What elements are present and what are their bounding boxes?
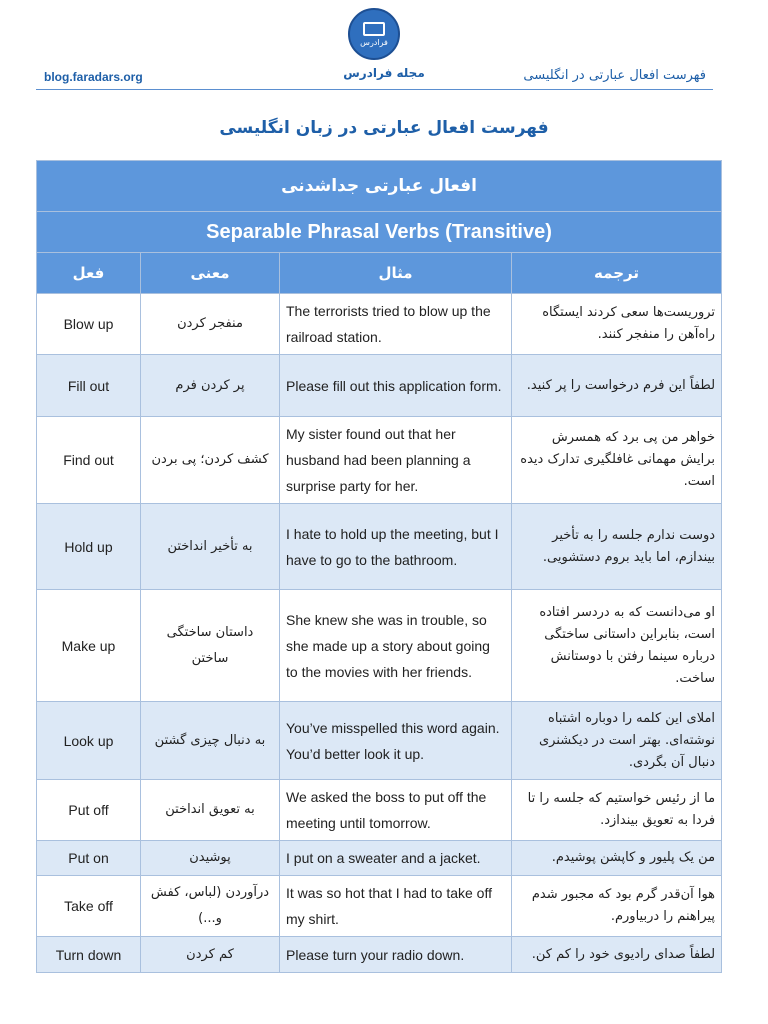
- example-cell: Please turn your radio down.: [280, 937, 512, 973]
- translation-cell: ما از رئیس خواستیم که جلسه را تا فردا به تعویق بیندازد.: [512, 780, 722, 841]
- verb-cell: Turn down: [37, 937, 141, 973]
- faradars-logo: [348, 8, 400, 60]
- meaning-cell: داستان ساختگی ساختن: [141, 590, 280, 702]
- header-doc-title: فهرست افعال عبارتی در انگلیسی: [523, 68, 706, 83]
- table-row: [37, 294, 722, 355]
- meaning-cell: پر کردن فرم: [141, 355, 280, 417]
- verb-cell: Take off: [37, 876, 141, 937]
- example-cell: She knew she was in trouble, so she made up a story about going to the movies with her friends.: [280, 590, 512, 702]
- example-cell: You’ve misspelled this word again. You’d better look it up.: [280, 702, 512, 780]
- page-title: فهرست افعال عبارتی در زبان انگلیسی: [219, 118, 549, 138]
- example-cell: I hate to hold up the meeting, but I have to go to the bathroom.: [280, 504, 512, 590]
- translation-cell: املای این کلمه را دوباره اشتباه نوشته‌ای. بهتر است در دیکشنری دنبال آن بگردی.: [512, 702, 722, 780]
- verb-cell: Hold up: [37, 504, 141, 590]
- table-row: [37, 504, 722, 590]
- header-divider: [36, 89, 713, 90]
- header-translation: ترجمه: [512, 253, 722, 294]
- example-cell: We asked the boss to put off the meeting until tomorrow.: [280, 780, 512, 841]
- translation-cell: لطفاً این فرم درخواست را پر کنید.: [512, 355, 722, 417]
- meaning-cell: پوشیدن: [141, 841, 280, 876]
- translation-cell: او می‌دانست که به دردسر افتاده است، بنابراین داستانی ساختگی درباره سینما رفتن با دوستانش ساخت.: [512, 590, 722, 702]
- verb-cell: Find out: [37, 417, 141, 504]
- table-header-row: [37, 253, 722, 294]
- meaning-cell: منفجر کردن: [141, 294, 280, 355]
- meaning-cell: به تأخیر انداختن: [141, 504, 280, 590]
- table-row: [37, 590, 722, 702]
- meaning-cell: کم کردن: [141, 937, 280, 973]
- meaning-cell: کشف کردن؛ پی بردن: [141, 417, 280, 504]
- verb-cell: Blow up: [37, 294, 141, 355]
- example-cell: I put on a sweater and a jacket.: [280, 841, 512, 876]
- example-cell: My sister found out that her husband had been planning a surprise party for her.: [280, 417, 512, 504]
- translation-cell: خواهر من پی برد که همسرش برایش مهمانی غافلگیری تدارک دیده است.: [512, 417, 722, 504]
- table-row: [37, 417, 722, 504]
- translation-cell: دوست ندارم جلسه را به تأخیر بیندازم، اما باید بروم دستشویی.: [512, 504, 722, 590]
- header-verb: فعل: [37, 253, 141, 294]
- verb-cell: Put off: [37, 780, 141, 841]
- table-row: [37, 876, 722, 937]
- verb-cell: Make up: [37, 590, 141, 702]
- translation-cell: لطفاً صدای رادیوی خود را کم کن.: [512, 937, 722, 973]
- table-row: [37, 841, 722, 876]
- translation-cell: هوا آن‌قدر گرم بود که مجبور شدم پیراهنم را دربیاورم.: [512, 876, 722, 937]
- table-row: [37, 937, 722, 973]
- meaning-cell: به تعویق انداختن: [141, 780, 280, 841]
- header-example: مثال: [280, 253, 512, 294]
- meaning-cell: به دنبال چیزی گشتن: [141, 702, 280, 780]
- phrasal-verbs-table: [36, 160, 722, 973]
- magazine-name: مجله فرادرس: [343, 66, 425, 80]
- table-row: [37, 702, 722, 780]
- verb-cell: Put on: [37, 841, 141, 876]
- translation-cell: تروریست‌ها سعی کردند ایستگاه راه‌آهن را منفجر کنند.: [512, 294, 722, 355]
- table-title-en: Separable Phrasal Verbs (Transitive): [37, 212, 722, 253]
- table-row: [37, 780, 722, 841]
- table-title-fa: افعال عبارتی جداشدنی: [37, 161, 722, 212]
- header-meaning: معنی: [141, 253, 280, 294]
- translation-cell: من یک پلیور و کاپشن پوشیدم.: [512, 841, 722, 876]
- example-cell: Please fill out this application form.: [280, 355, 512, 417]
- example-cell: The terrorists tried to blow up the railroad station.: [280, 294, 512, 355]
- verb-cell: Look up: [37, 702, 141, 780]
- site-url-link[interactable]: blog.faradars.org: [44, 70, 143, 84]
- book-icon: [363, 22, 385, 36]
- verb-cell: Fill out: [37, 355, 141, 417]
- meaning-cell: درآوردن (لباس، کفش و...): [141, 876, 280, 937]
- table-row: [37, 355, 722, 417]
- logo-text: فرادرس: [360, 37, 388, 47]
- example-cell: It was so hot that I had to take off my shirt.: [280, 876, 512, 937]
